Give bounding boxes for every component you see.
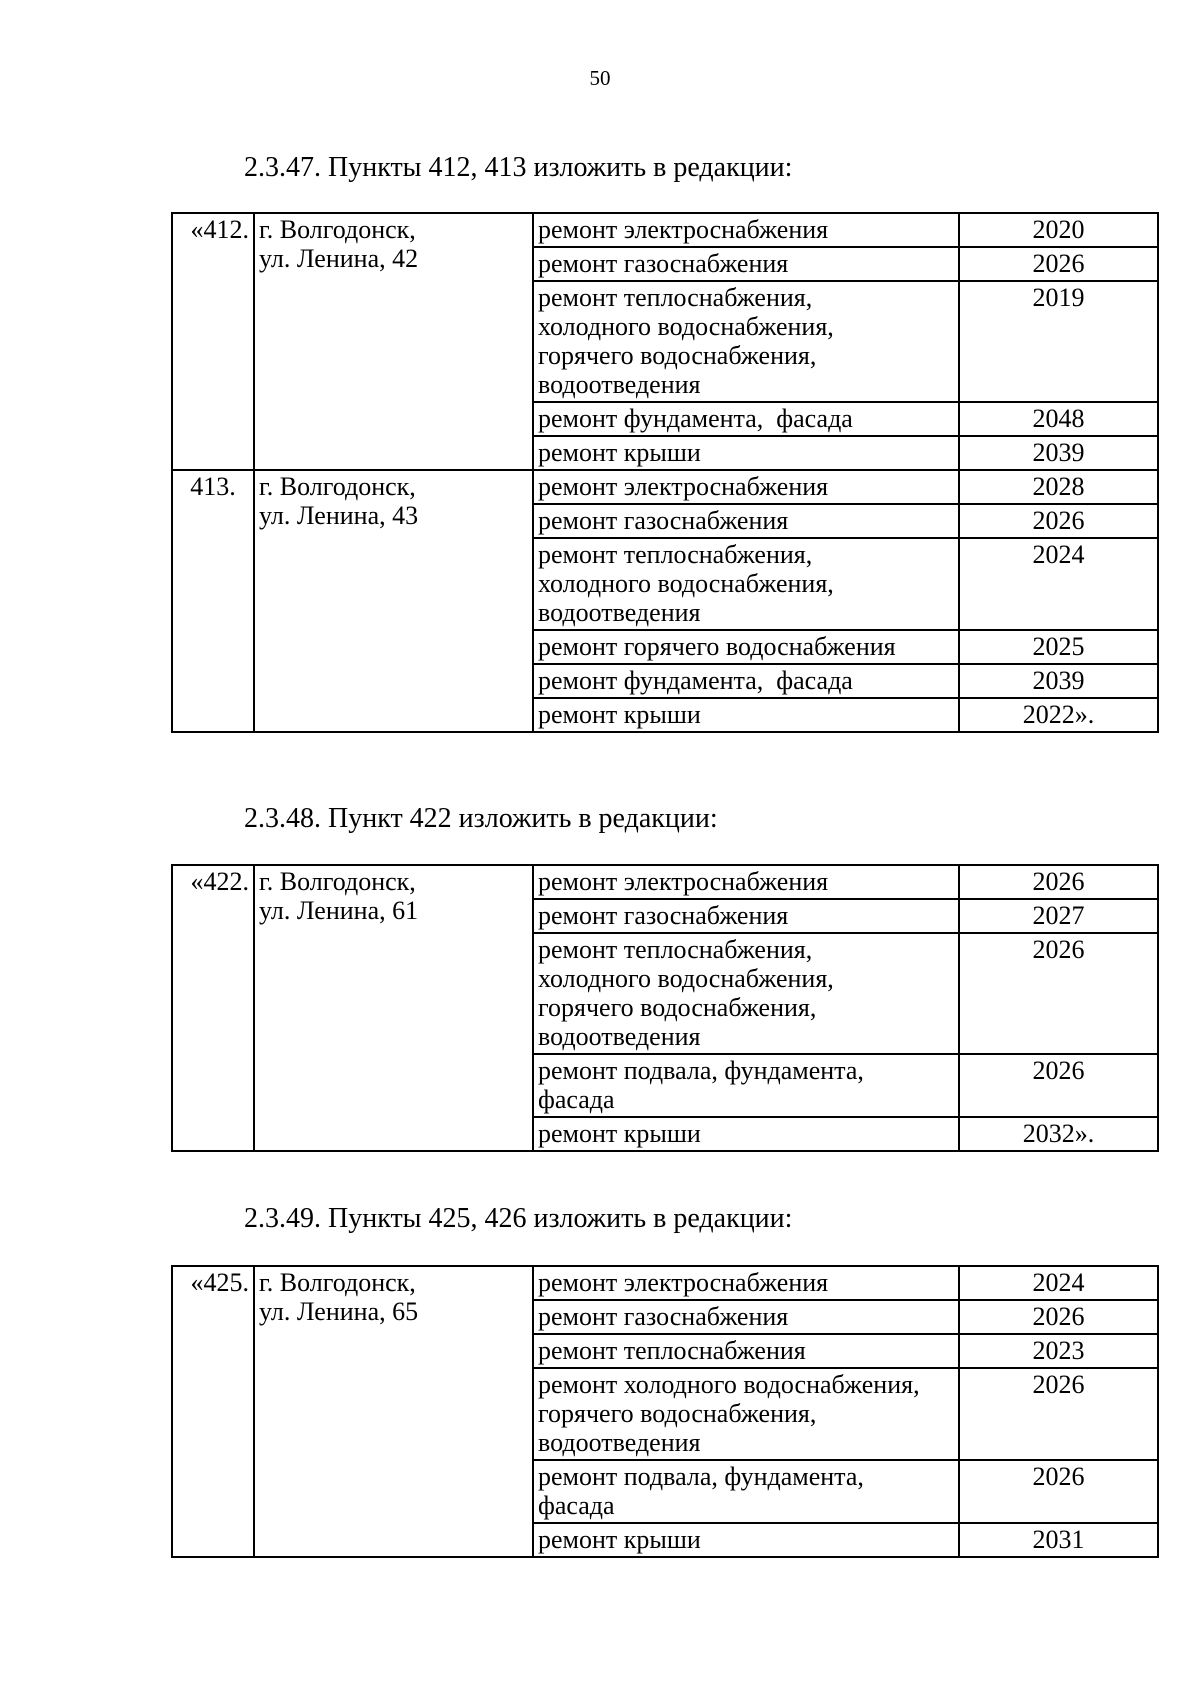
address-city: г. Волгодонск, xyxy=(259,867,416,896)
address-street: ул. Ленина, 42 xyxy=(259,244,419,273)
section-heading: 2.3.48. Пункт 422 изложить в редакции: xyxy=(244,803,718,834)
work-type: ремонт крыши xyxy=(533,1117,959,1151)
work-type: ремонт теплоснабжения, холодного водоснабжения, горячего водоснабжения, водоотведения xyxy=(533,933,959,1054)
work-year: 2025 xyxy=(959,630,1158,664)
work-year: 2039 xyxy=(959,436,1158,470)
work-year: 2023 xyxy=(959,1334,1158,1368)
item-address xyxy=(254,1266,533,1557)
work-year: 2026 xyxy=(959,504,1158,538)
work-type: ремонт подвала, фундамента, фасада xyxy=(533,1054,959,1117)
work-type: ремонт подвала, фундамента, фасада xyxy=(533,1460,959,1523)
work-year: 2032». xyxy=(959,1117,1158,1151)
work-type: ремонт газоснабжения xyxy=(533,1300,959,1334)
work-type: ремонт крыши xyxy=(533,698,959,732)
work-year: 2026 xyxy=(959,1460,1158,1523)
address-street: ул. Ленина, 43 xyxy=(259,501,419,530)
work-type: ремонт газоснабжения xyxy=(533,504,959,538)
address-city: г. Волгодонск, xyxy=(259,472,416,501)
table-row xyxy=(172,470,1158,504)
work-year: 2048 xyxy=(959,402,1158,436)
work-type: ремонт газоснабжения xyxy=(533,899,959,933)
item-address xyxy=(254,213,533,470)
work-type: ремонт фундамента, фасада xyxy=(533,664,959,698)
section-heading: 2.3.47. Пункты 412, 413 изложить в редакции: xyxy=(244,152,793,183)
work-type: ремонт теплоснабжения xyxy=(533,1334,959,1368)
work-year: 2031 xyxy=(959,1523,1158,1557)
work-year: 2022». xyxy=(959,698,1158,732)
section-heading: 2.3.49. Пункты 425, 426 изложить в редакции: xyxy=(244,1203,793,1234)
address-street: ул. Ленина, 61 xyxy=(259,896,419,925)
work-type: ремонт крыши xyxy=(533,436,959,470)
item-number: «412. xyxy=(172,213,254,470)
work-year: 2027 xyxy=(959,899,1158,933)
table-row xyxy=(172,213,1158,247)
work-year: 2028 xyxy=(959,470,1158,504)
work-type: ремонт фундамента, фасада xyxy=(533,402,959,436)
address-city: г. Волгодонск, xyxy=(259,215,416,244)
table-row xyxy=(172,865,1158,899)
work-type: ремонт электроснабжения xyxy=(533,1266,959,1300)
work-year: 2026 xyxy=(959,1300,1158,1334)
work-type: ремонт холодного водоснабжения, горячего водоснабжения, водоотведения xyxy=(533,1368,959,1460)
work-year: 2026 xyxy=(959,247,1158,281)
work-year: 2026 xyxy=(959,1368,1158,1460)
work-type: ремонт газоснабжения xyxy=(533,247,959,281)
item-number: «422. xyxy=(172,865,254,1151)
work-year: 2026 xyxy=(959,1054,1158,1117)
work-year: 2026 xyxy=(959,865,1158,899)
work-type: ремонт горячего водоснабжения xyxy=(533,630,959,664)
table-row xyxy=(172,1266,1158,1300)
items-table xyxy=(171,864,1159,1152)
item-address xyxy=(254,470,533,732)
items-table xyxy=(171,1265,1159,1558)
item-number: «425. xyxy=(172,1266,254,1557)
work-year: 2019 xyxy=(959,281,1158,402)
page-number: 50 xyxy=(589,66,611,90)
work-type: ремонт теплоснабжения, холодного водоснабжения, водоотведения xyxy=(533,538,959,630)
work-year: 2039 xyxy=(959,664,1158,698)
items-table xyxy=(171,212,1159,733)
address-city: г. Волгодонск, xyxy=(259,1268,416,1297)
work-type: ремонт электроснабжения xyxy=(533,470,959,504)
work-type: ремонт электроснабжения xyxy=(533,865,959,899)
work-year: 2024 xyxy=(959,1266,1158,1300)
address-street: ул. Ленина, 65 xyxy=(259,1297,419,1326)
work-year: 2026 xyxy=(959,933,1158,1054)
item-address xyxy=(254,865,533,1151)
work-type: ремонт электроснабжения xyxy=(533,213,959,247)
work-year: 2024 xyxy=(959,538,1158,630)
work-year: 2020 xyxy=(959,213,1158,247)
work-type: ремонт теплоснабжения, холодного водоснабжения, горячего водоснабжения, водоотведения xyxy=(533,281,959,402)
work-type: ремонт крыши xyxy=(533,1523,959,1557)
item-number: 413. xyxy=(172,470,254,732)
